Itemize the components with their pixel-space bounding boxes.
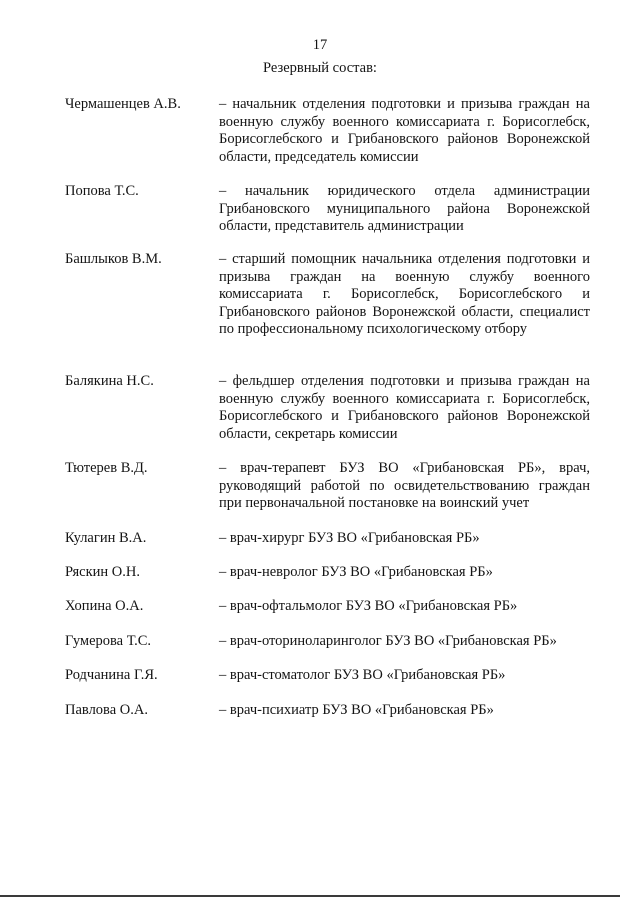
member-role: – врач-стоматолог БУЗ ВО «Грибановская РБ»: [219, 667, 506, 683]
member-role: – начальник отделения подготовки и призыва граждан на военную службу военного комиссариата г. Борисоглебск, Борисоглебского и Грибановского районов Воронежской области, председатель комиссии: [219, 96, 590, 165]
member-name: Хопина О.А.: [65, 598, 144, 614]
member-name: Кулагин В.А.: [65, 530, 147, 546]
bottom-scan-edge: [0, 895, 620, 897]
member-name: Гумерова Т.С.: [65, 633, 152, 649]
member-role: – врач-офтальмолог БУЗ ВО «Грибановская РБ»: [219, 598, 518, 614]
member-role: – старший помощник начальника отделения подготовки и призыва граждан на военную службу военного комиссариата г. Борисоглебск, Борисоглебского и Грибановского районов Воронежской области, специалист по профессиональному психологическому отбору: [219, 251, 590, 337]
member-role: – фельдшер отделения подготовки и призыва граждан на военную службу военного комиссариата г. Борисоглебск, Борисоглебского и Грибановского районов Воронежской области, секретарь комиссии: [219, 373, 590, 442]
member-role: – врач-невролог БУЗ ВО «Грибановская РБ»: [219, 564, 493, 580]
member-name: Ряскин О.Н.: [65, 564, 140, 580]
member-role: – врач-оториноларинголог БУЗ ВО «Грибановская РБ»: [219, 633, 557, 649]
member-role: – врач-психиатр БУЗ ВО «Грибановская РБ»: [219, 702, 494, 718]
member-name: Балякина Н.С.: [65, 373, 154, 389]
page-number: 17: [312, 37, 328, 53]
member-name: Родчанина Г.Я.: [65, 667, 158, 683]
member-name: Чермашенцев А.В.: [65, 96, 181, 112]
member-name: Павлова О.А.: [65, 702, 148, 718]
member-name: Попова Т.С.: [65, 183, 139, 199]
member-role: – врач-хирург БУЗ ВО «Грибановская РБ»: [219, 530, 480, 546]
section-title: Резервный состав:: [263, 60, 377, 76]
member-name: Башлыков В.М.: [65, 251, 162, 267]
member-role: – начальник юридического отдела администрации Грибановского муниципального района Воронежской области, представитель администрации: [219, 183, 590, 234]
member-role: – врач-терапевт БУЗ ВО «Грибановская РБ», врач, руководящий работой по освидетельствованию граждан при первоначальной постановке на воинский учет: [219, 460, 590, 511]
member-name: Тютерев В.Д.: [65, 460, 148, 476]
